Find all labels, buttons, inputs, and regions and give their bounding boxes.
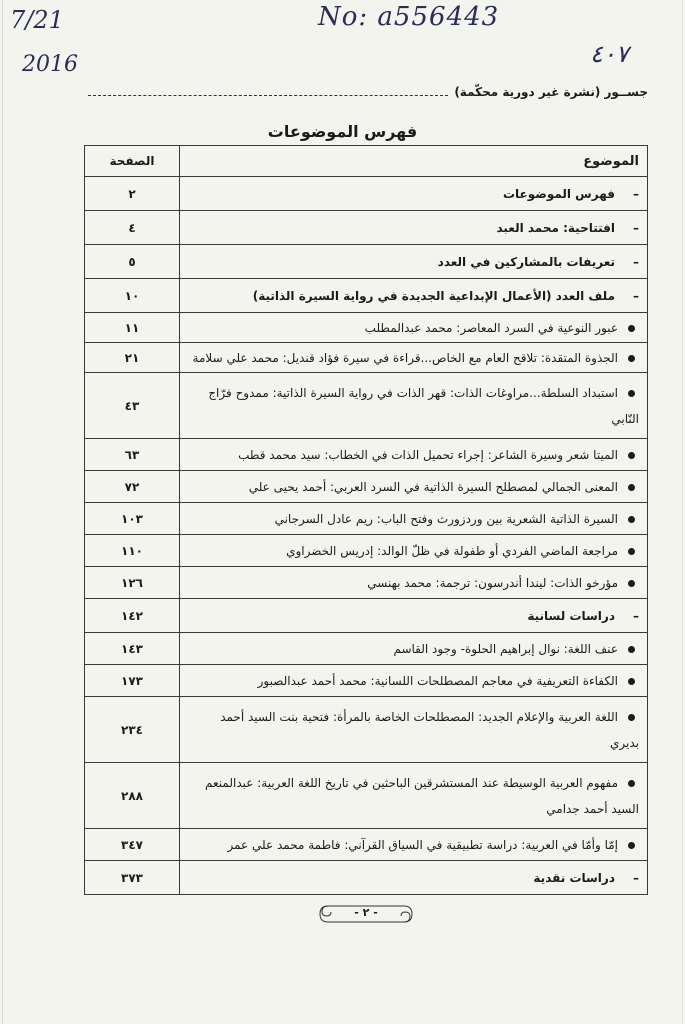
- toc-entry-text: مؤرخو الذات: ليندا أندرسون: ترجمة: محمد بهنسي: [367, 575, 618, 590]
- toc-section-row: [85, 599, 648, 633]
- toc-entry-text: استبداد السلطة...مراوغات الذات: قهر الذات في رواية السيرة الذاتية: ممدوح فرّاج النّابي: [208, 385, 639, 426]
- toc-header-row: [85, 146, 648, 177]
- toc-topic-cell: [180, 535, 648, 567]
- toc-page-number: ١٤٣: [85, 633, 180, 665]
- toc-entry-text: مراجعة الماضي الفردي أو طفولة في ظلّ الوالد: إدريس الخضراوي: [286, 543, 618, 558]
- toc-topic-cell: [180, 829, 648, 861]
- handwritten-year: 2016: [22, 52, 78, 77]
- toc-item-row: [85, 503, 648, 535]
- toc-topic-cell: [180, 211, 648, 245]
- toc-item-row: [85, 763, 648, 829]
- toc-body: [85, 177, 648, 895]
- toc-item-row: [85, 439, 648, 471]
- toc-entry-text: الجذوة المتقدة: تلاقح العام مع الخاص...قراءة في سيرة فؤاد قنديل: محمد علي سلامة: [192, 350, 618, 365]
- bullet-icon: [628, 580, 635, 587]
- toc-page-number: ١٤٢: [85, 599, 180, 633]
- toc-page-number: ٢٣٤: [85, 697, 180, 763]
- toc-entry-text: الميتا شعر وسيرة الشاعر: إجراء تحميل الذات في الخطاب: سيد محمد قطب: [238, 447, 618, 462]
- toc-item-row: [85, 313, 648, 343]
- toc-page-number: ٥: [85, 245, 180, 279]
- toc-entry-text: اللغة العربية والإعلام الجديد: المصطلحات الخاصة بالمرأة: فتحية بنت السيد أحمد بديري: [220, 709, 639, 750]
- toc-section-row: [85, 211, 648, 245]
- toc-section-row: [85, 245, 648, 279]
- dash-icon: –: [633, 186, 639, 201]
- bullet-icon: [628, 452, 635, 459]
- dash-icon: –: [633, 254, 639, 269]
- bullet-icon: [628, 355, 635, 362]
- footer-page-number: - ٢ -: [354, 906, 378, 919]
- toc-page-number: ٢٨٨: [85, 763, 180, 829]
- topic-column-header: الموضوع: [180, 146, 648, 177]
- dash-icon: –: [633, 870, 639, 885]
- dash-icon: –: [633, 288, 639, 303]
- toc-topic-cell: [180, 279, 648, 313]
- toc-item-row: [85, 567, 648, 599]
- toc-page-number: ١٠: [85, 279, 180, 313]
- toc-page-number: ٤: [85, 211, 180, 245]
- handwritten-reference: No: a556443: [318, 2, 500, 32]
- toc-entry-text: عنف اللغة: نوال إبراهيم الحلوة- وجود القاسم: [393, 641, 618, 656]
- toc-entry-text: دراسات لسانية: [527, 608, 615, 623]
- toc-topic-cell: [180, 245, 648, 279]
- toc-page-number: ١١: [85, 313, 180, 343]
- bullet-icon: [628, 548, 635, 555]
- toc-entry-text: السيرة الذاتية الشعرية بين وردزورث وفتح الباب: ريم عادل السرجاني: [274, 511, 618, 526]
- toc-page-number: ١٠٣: [85, 503, 180, 535]
- toc-topic-cell: [180, 373, 648, 439]
- bullet-icon: [628, 678, 635, 685]
- bullet-icon: [628, 390, 635, 397]
- toc-entry-text: المعنى الجمالي لمصطلح السيرة الذاتية في السرد العربي: أحمد يحيى علي: [248, 479, 618, 494]
- toc-entry-text: دراسات نقدية: [533, 870, 615, 885]
- footer-scroll-ornament: [318, 900, 414, 930]
- handwritten-mark-top-left: 7/21: [10, 6, 64, 34]
- toc-topic-cell: [180, 439, 648, 471]
- toc-page-number: ١٧٣: [85, 665, 180, 697]
- toc-topic-cell: [180, 599, 648, 633]
- bullet-icon: [628, 780, 635, 787]
- toc-topic-cell: [180, 343, 648, 373]
- toc-topic-cell: [180, 313, 648, 343]
- toc-page-number: ٧٢: [85, 471, 180, 503]
- bullet-icon: [628, 484, 635, 491]
- toc-entry-text: الكفاءة التعريفية في معاجم المصطلحات اللسانية: محمد أحمد عبدالصبور: [257, 673, 618, 688]
- toc-item-row: [85, 535, 648, 567]
- toc-entry-text: عبور النوعية في السرد المعاصر: محمد عبدالمطلب: [364, 320, 618, 335]
- toc-section-row: [85, 177, 648, 211]
- toc-topic-cell: [180, 763, 648, 829]
- dash-icon: –: [633, 220, 639, 235]
- bullet-icon: [628, 516, 635, 523]
- toc-topic-cell: [180, 697, 648, 763]
- toc-item-row: [85, 343, 648, 373]
- toc-page-number: ٣٤٧: [85, 829, 180, 861]
- bullet-icon: [628, 646, 635, 653]
- toc-page-number: ٢١: [85, 343, 180, 373]
- toc-topic-cell: [180, 177, 648, 211]
- running-head-rule: [88, 95, 448, 96]
- toc-topic-cell: [180, 665, 648, 697]
- toc-section-row: [85, 861, 648, 895]
- toc-page-number: ٢: [85, 177, 180, 211]
- running-head: [88, 82, 648, 102]
- toc-entry-text: ملف العدد (الأعمال الإبداعية الجديدة في رواية السيرة الذاتية): [252, 288, 615, 303]
- toc-entry-text: إمّا وأمّا في العربية: دراسة تطبيقية في السياق القرآني: فاطمة محمد علي عمر: [227, 837, 618, 852]
- running-head-title: جســور (نشرة غير دورية محكّمة): [454, 85, 648, 99]
- toc-item-row: [85, 633, 648, 665]
- toc-page-number: ٣٧٣: [85, 861, 180, 895]
- toc-topic-cell: [180, 567, 648, 599]
- toc-page-number: ٦٣: [85, 439, 180, 471]
- toc-item-row: [85, 697, 648, 763]
- toc-entry-text: مفهوم العربية الوسيطة عند المستشرقين الباحثين في تاريخ اللغة العربية: عبدالمنعم السيد أحمد جدامي: [205, 775, 639, 816]
- bullet-icon: [628, 714, 635, 721]
- toc-page-number: ١٢٦: [85, 567, 180, 599]
- toc-topic-cell: [180, 633, 648, 665]
- toc-entry-text: تعريفات بالمشاركين في العدد: [437, 254, 615, 269]
- toc-item-row: [85, 373, 648, 439]
- toc-topic-cell: [180, 471, 648, 503]
- bullet-icon: [628, 842, 635, 849]
- dash-icon: –: [633, 608, 639, 623]
- toc-entry-text: فهرس الموضوعات: [502, 186, 615, 201]
- toc-page-number: ١١٠: [85, 535, 180, 567]
- toc-topic-cell: [180, 503, 648, 535]
- toc-item-row: [85, 829, 648, 861]
- bullet-icon: [628, 325, 635, 332]
- toc-page-number: ٤٣: [85, 373, 180, 439]
- toc-item-row: [85, 471, 648, 503]
- toc-table: [84, 145, 648, 895]
- toc-item-row: [85, 665, 648, 697]
- toc-entry-text: افتتاحية: محمد العبد: [496, 220, 615, 235]
- page-column-header: الصفحة: [85, 146, 180, 177]
- toc-title: فهرس الموضوعات: [267, 122, 418, 141]
- handwritten-page-mark: ٤٠٧: [590, 40, 629, 68]
- toc-topic-cell: [180, 861, 648, 895]
- toc-section-row: [85, 279, 648, 313]
